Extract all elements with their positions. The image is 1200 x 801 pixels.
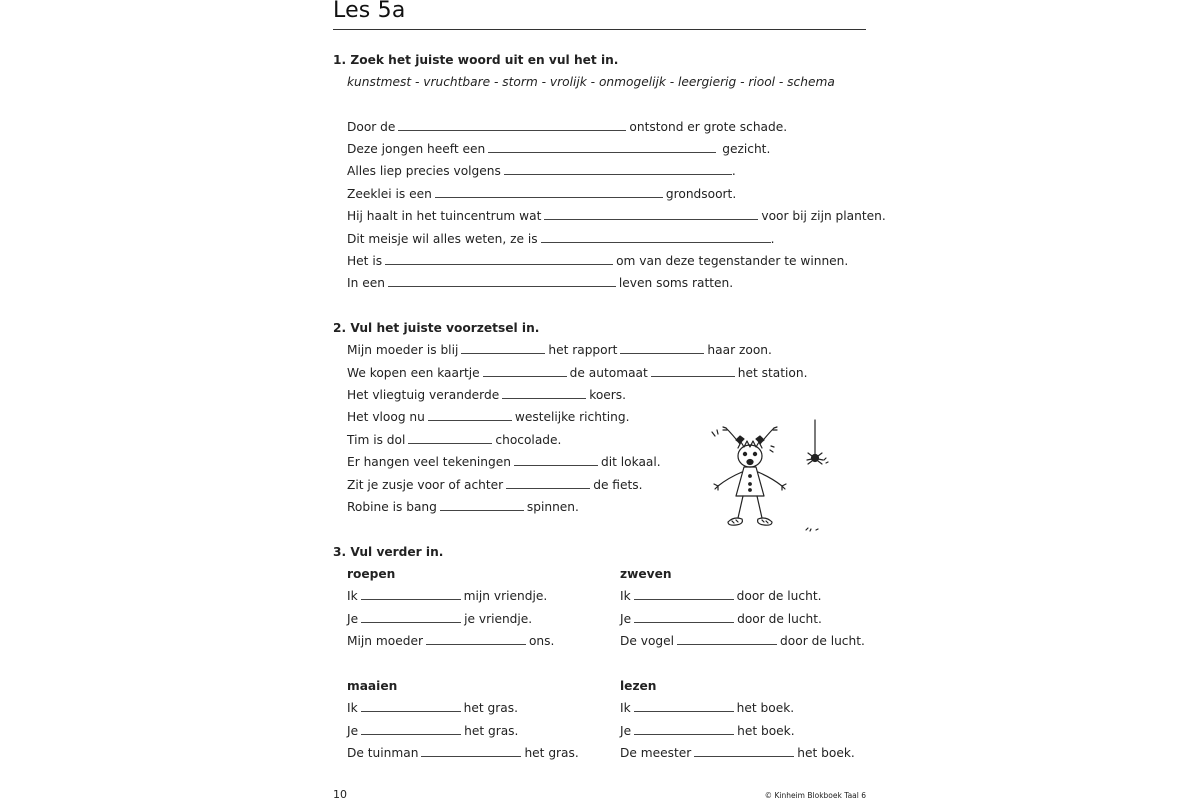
answer-blank[interactable] bbox=[634, 701, 734, 712]
sentence-part: haar zoon. bbox=[707, 343, 772, 357]
answer-blank[interactable] bbox=[514, 455, 598, 466]
subject: Ik bbox=[347, 701, 358, 715]
answer-blank[interactable] bbox=[502, 388, 586, 399]
answer-blank[interactable] bbox=[388, 276, 616, 287]
sentence-end: het gras. bbox=[524, 746, 579, 760]
sentence-end: het boek. bbox=[737, 724, 795, 738]
sentence-part: Mijn moeder is blij bbox=[347, 343, 459, 357]
worksheet-page bbox=[333, 0, 886, 801]
answer-blank[interactable] bbox=[634, 612, 734, 623]
subject: Ik bbox=[620, 589, 631, 603]
page-number: 10 bbox=[333, 788, 347, 801]
answer-blank[interactable] bbox=[426, 634, 526, 645]
answer-blank[interactable] bbox=[651, 366, 735, 377]
sentence-start: Het is bbox=[347, 254, 383, 268]
sentence-part: spinnen. bbox=[526, 500, 579, 514]
ex1-sentence bbox=[347, 253, 848, 269]
word-bank: kunstmest - vruchtbare - storm - vrolijk - onmogelijk - leergierig - riool - schema bbox=[347, 75, 835, 89]
subject: Je bbox=[620, 724, 632, 738]
sentence-end: het boek. bbox=[797, 746, 855, 760]
ex3-row bbox=[347, 700, 518, 716]
ex2-sentence bbox=[347, 409, 629, 425]
answer-blank[interactable] bbox=[488, 142, 716, 153]
sentence-part: de automaat bbox=[569, 366, 648, 380]
answer-blank[interactable] bbox=[544, 209, 758, 220]
ex2-sentence bbox=[347, 454, 661, 470]
answer-blank[interactable] bbox=[634, 589, 734, 600]
ex2-sentence bbox=[347, 387, 626, 403]
verb-heading: roepen bbox=[347, 567, 396, 581]
exercise-1-heading: 1. Zoek het juiste woord uit en vul het in. bbox=[333, 53, 619, 67]
answer-blank[interactable] bbox=[677, 634, 777, 645]
answer-blank[interactable] bbox=[398, 120, 626, 131]
sentence-start: In een bbox=[347, 276, 385, 290]
answer-blank[interactable] bbox=[361, 589, 461, 600]
sentence-end: voor bij zijn planten. bbox=[761, 209, 886, 223]
sentence-end: gezicht. bbox=[722, 142, 771, 156]
ex1-sentence bbox=[347, 231, 774, 247]
ex1-sentence bbox=[347, 163, 736, 179]
subject: Je bbox=[620, 612, 632, 626]
ex3-row bbox=[620, 611, 822, 627]
answer-blank[interactable] bbox=[440, 500, 524, 511]
ex3-row bbox=[620, 633, 865, 649]
subject: De vogel bbox=[620, 634, 675, 648]
sentence-end: door de lucht. bbox=[737, 612, 822, 626]
subject: Ik bbox=[620, 701, 631, 715]
sentence-end: grondsoort. bbox=[665, 187, 737, 201]
ex1-sentence bbox=[347, 119, 787, 135]
answer-blank[interactable] bbox=[435, 187, 663, 198]
subject: Je bbox=[347, 612, 359, 626]
answer-blank[interactable] bbox=[506, 478, 590, 489]
verb-heading: zweven bbox=[620, 567, 672, 581]
answer-blank[interactable] bbox=[428, 410, 512, 421]
title-divider bbox=[333, 29, 866, 30]
sentence-part: de fiets. bbox=[593, 478, 643, 492]
answer-blank[interactable] bbox=[421, 746, 521, 757]
answer-blank[interactable] bbox=[620, 343, 704, 354]
sentence-part: Het vliegtuig veranderde bbox=[347, 388, 500, 402]
sentence-part: westelijke richting. bbox=[514, 410, 630, 424]
sentence-end: mijn vriendje. bbox=[463, 589, 548, 603]
sentence-end: door de lucht. bbox=[736, 589, 822, 603]
ex3-row bbox=[347, 611, 532, 627]
answer-blank[interactable] bbox=[408, 433, 492, 444]
sentence-part: We kopen een kaartje bbox=[347, 366, 480, 380]
sentence-part: koers. bbox=[589, 388, 627, 402]
sentence-end: leven soms ratten. bbox=[618, 276, 734, 290]
subject: De tuinman bbox=[347, 746, 419, 760]
subject: De meester bbox=[620, 746, 692, 760]
answer-blank[interactable] bbox=[504, 164, 732, 175]
sentence-end: ontstond er grote schade. bbox=[629, 120, 788, 134]
answer-blank[interactable] bbox=[541, 232, 771, 243]
ex3-row bbox=[347, 723, 518, 739]
ex2-sentence bbox=[347, 342, 772, 358]
ex3-row bbox=[347, 588, 547, 604]
sentence-part: chocolade. bbox=[495, 433, 562, 447]
sentence-part: het rapport bbox=[548, 343, 618, 357]
answer-blank[interactable] bbox=[361, 612, 461, 623]
sentence-start: Door de bbox=[347, 120, 396, 134]
ex1-sentence bbox=[347, 275, 733, 291]
sentence-start: Dit meisje wil alles weten, ze is bbox=[347, 232, 538, 246]
sentence-end: . bbox=[731, 164, 736, 178]
sentence-end: ons. bbox=[528, 634, 555, 648]
sentence-start: Hij haalt in het tuincentrum wat bbox=[347, 209, 542, 223]
sentence-part: Zit je zusje voor of achter bbox=[347, 478, 504, 492]
exercise-3-heading: 3. Vul verder in. bbox=[333, 545, 444, 559]
answer-blank[interactable] bbox=[694, 746, 794, 757]
sentence-part: dit lokaal. bbox=[601, 455, 661, 469]
ex3-row bbox=[620, 588, 822, 604]
page-title: Les 5a bbox=[333, 0, 406, 23]
sentence-end: . bbox=[770, 232, 775, 246]
sentence-part: Er hangen veel tekeningen bbox=[347, 455, 511, 469]
ex3-row bbox=[347, 745, 579, 761]
sentence-part: Het vloog nu bbox=[347, 410, 425, 424]
copyright-notice: © Kinheim Blokboek Taal 6 bbox=[764, 791, 866, 800]
sentence-end: het boek. bbox=[736, 701, 795, 715]
sentence-start: Alles liep precies volgens bbox=[347, 164, 501, 178]
sentence-part: het station. bbox=[737, 366, 808, 380]
ex1-sentence bbox=[347, 208, 886, 224]
sentence-end: het gras. bbox=[463, 701, 518, 715]
ex3-row bbox=[620, 745, 855, 761]
answer-blank[interactable] bbox=[385, 254, 613, 265]
exercise-2-heading: 2. Vul het juiste voorzetsel in. bbox=[333, 321, 540, 335]
ex2-sentence bbox=[347, 365, 808, 381]
ex2-sentence bbox=[347, 477, 643, 493]
sentence-part: Robine is bang bbox=[347, 500, 437, 514]
answer-blank[interactable] bbox=[361, 724, 461, 735]
sentence-part: Tim is dol bbox=[347, 433, 406, 447]
verb-heading: lezen bbox=[620, 679, 657, 693]
sentence-end: om van deze tegenstander te winnen. bbox=[616, 254, 849, 268]
ex1-sentence bbox=[347, 141, 770, 157]
verb-heading: maaien bbox=[347, 679, 398, 693]
ex3-row bbox=[347, 633, 554, 649]
answer-blank[interactable] bbox=[461, 343, 545, 354]
sentence-end: door de lucht. bbox=[780, 634, 865, 648]
subject: Ik bbox=[347, 589, 358, 603]
ex2-sentence bbox=[347, 432, 561, 448]
ex3-row bbox=[620, 723, 795, 739]
answer-blank[interactable] bbox=[361, 701, 461, 712]
sentence-start: Zeeklei is een bbox=[347, 187, 432, 201]
girl-scared-of-spider-drawing bbox=[698, 418, 833, 536]
sentence-end: je vriendje. bbox=[464, 612, 533, 626]
subject: Mijn moeder bbox=[347, 634, 423, 648]
answer-blank[interactable] bbox=[634, 724, 734, 735]
subject: Je bbox=[347, 724, 359, 738]
sentence-start: Deze jongen heeft een bbox=[347, 142, 486, 156]
ex3-row bbox=[620, 700, 794, 716]
answer-blank[interactable] bbox=[483, 366, 567, 377]
ex2-sentence bbox=[347, 499, 579, 515]
sentence-end: het gras. bbox=[464, 724, 519, 738]
ex1-sentence bbox=[347, 186, 736, 202]
